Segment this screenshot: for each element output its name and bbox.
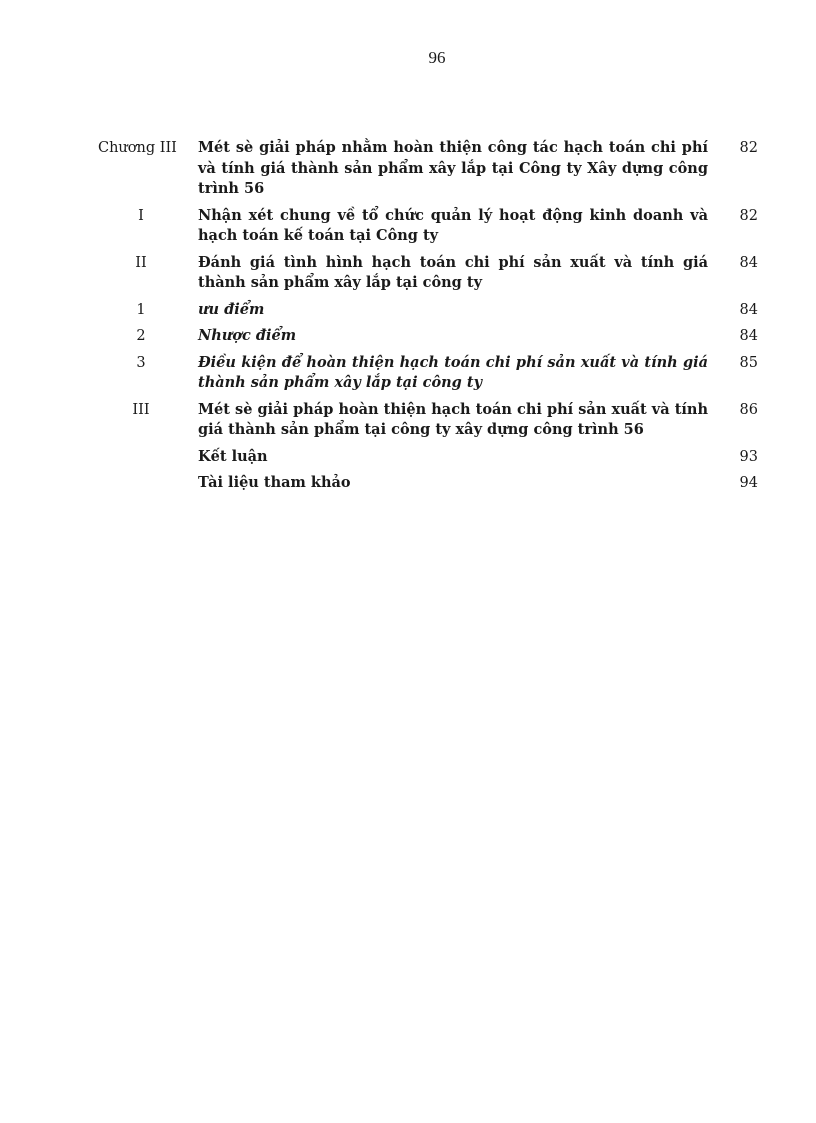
toc-entry-number: 2 <box>136 328 146 344</box>
toc-entry-title: Tài liệu tham khảo <box>198 474 351 491</box>
toc-entry-title: Điều kiện để hoàn thiện hạch toán chi phí sản xuất và tính giá thành sản phẩm xây lắp tại công ty <box>198 353 708 391</box>
toc-entry-title: ưu điểm <box>198 300 265 318</box>
toc-entry-chapter-3 <box>94 138 762 200</box>
toc-entry-title: Nhược điểm <box>198 327 297 344</box>
toc-entry-page: 86 <box>739 401 758 418</box>
toc-entry-title: Đánh giá tình hình hạch toán chi phí sản xuất và tính giá thành sản phẩm xây lắp tại công ty <box>198 253 708 291</box>
page-number: 96 <box>428 48 446 67</box>
toc-entry-page: 84 <box>739 328 758 344</box>
toc-entry-page: 82 <box>739 207 758 224</box>
toc-entry-page: 93 <box>739 448 758 465</box>
toc-entry-page: 82 <box>739 140 758 156</box>
toc-entry-page: 94 <box>739 475 758 491</box>
toc-entry-number: II <box>135 254 147 271</box>
toc-entry-number: Chương III <box>98 140 177 156</box>
toc-entry-title: Nhận xét chung về tổ chức quản lý hoạt động kinh doanh và hạch toán kế toán tại Công ty <box>198 206 708 244</box>
toc-entry-subsection-3 <box>94 353 762 394</box>
toc-entry-page: 84 <box>739 254 758 271</box>
toc-entry-number: III <box>132 401 150 418</box>
toc-entry-references <box>94 473 762 494</box>
toc-entry-title: Mét sè giải pháp hoàn thiện hạch toán chi phí sản xuất và tính giá thành sản phẩm tại công ty xây dựng công trình 56 <box>198 400 708 438</box>
toc-entry-number: I <box>138 207 144 224</box>
toc-entry-section-3 <box>94 400 762 441</box>
toc-entry-title: Mét sè giải pháp nhằm hoàn thiện công tác hạch toán chi phí và tính giá thành sản phẩm xây lắp tại Công ty Xây dựng công trình 56 <box>198 139 708 197</box>
toc-entry-number: 3 <box>136 354 146 371</box>
toc-entry-page: 84 <box>739 301 758 318</box>
toc-entry-section-2 <box>94 253 762 294</box>
toc-entry-title: Kết luận <box>198 447 268 465</box>
toc-entry-subsection-2 <box>94 326 762 347</box>
toc-entry-number: 1 <box>136 301 146 318</box>
toc-entry-subsection-1 <box>94 300 762 321</box>
table-of-contents <box>94 138 762 500</box>
toc-entry-page: 85 <box>739 354 758 371</box>
toc-entry-conclusion <box>94 447 762 468</box>
toc-entry-section-1 <box>94 206 762 247</box>
